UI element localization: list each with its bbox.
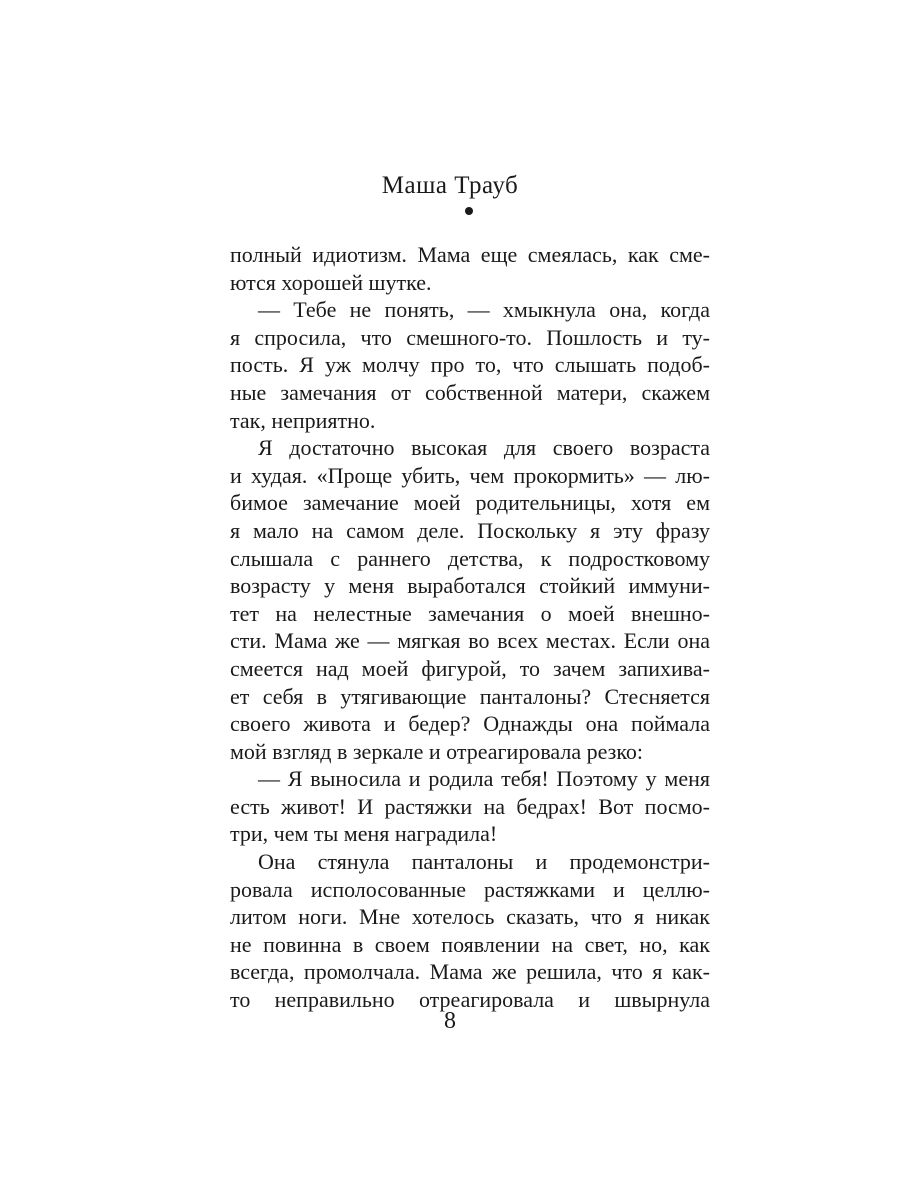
text-line: литом ноги. Мне хотелось сказать, что я никак <box>230 904 710 930</box>
text-line: ет себя в утягивающие панталоны? Стесняется <box>230 683 710 709</box>
text-line: — Тебе не понять, — хмыкнула она, когда <box>258 297 710 323</box>
text-line: ровала исполосованные растяжками и целлю- <box>230 876 710 902</box>
text-line: тет на нелестные замечания о моей внешно- <box>230 600 710 626</box>
text-line: Я достаточно высокая для своего возраста <box>258 435 710 461</box>
text-line: мой взгляд в зеркале и отреагировала резко: <box>230 738 644 764</box>
text-line: бимое замечание моей родительницы, хотя ем <box>230 490 710 516</box>
text-line: смеется над моей фигурой, то зачем запихива- <box>230 655 710 681</box>
text-line: ются хорошей шутке. <box>230 269 432 295</box>
text-line: не повинна в своем появлении на свет, но, как <box>230 931 710 957</box>
text-line: своего живота и бедер? Однажды она поймала <box>230 711 710 737</box>
text-line: — Я выносила и родила тебя! Поэтому у меня <box>258 766 710 792</box>
text-line: и худая. «Проще убить, чем прокормить» — лю- <box>230 462 710 488</box>
running-head: Маша Трауб <box>381 172 519 199</box>
text-line: слышала с раннего детства, к подростковому <box>230 545 710 571</box>
text-line: есть живот! И растяжки на бедрах! Вот посмо- <box>230 793 710 819</box>
text-line: сти. Мама же — мягкая во всех местах. Если она <box>230 628 710 654</box>
ornament-dot <box>465 207 473 215</box>
text-line: пость. Я уж молчу про то, что слышать подоб- <box>230 352 710 378</box>
body-text <box>230 241 710 1014</box>
text-line: всегда, промолчала. Мама же решила, что я как- <box>230 959 710 985</box>
page-number: 8 <box>444 1008 456 1034</box>
text-line: так, неприятно. <box>230 407 376 433</box>
text-line: Она стянула панталоны и продемонстри- <box>258 849 710 875</box>
text-line: то неправильно отреагировала и швырнула <box>230 987 710 1013</box>
text-line: три, чем ты меня наградила! <box>230 821 498 847</box>
text-line: я спросила, что смешного-то. Пошлость и ту- <box>230 324 710 350</box>
text-line: ные замечания от собственной матери, скажем <box>230 379 710 405</box>
text-line: возрасту у меня выработался стойкий иммуни- <box>230 573 710 599</box>
text-line: я мало на самом деле. Поскольку я эту фразу <box>230 517 710 543</box>
text-line: полный идиотизм. Мама еще смеялась, как сме- <box>230 242 710 267</box>
